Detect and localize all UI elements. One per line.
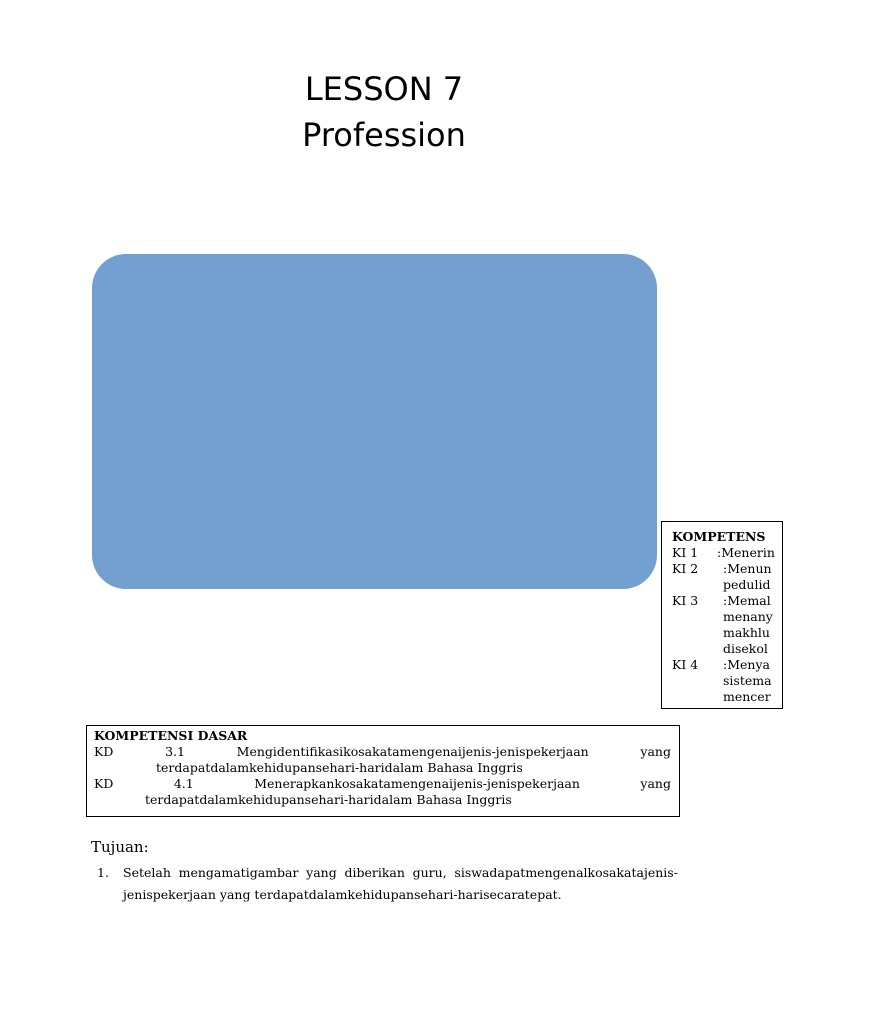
objective-word: diberikan: [344, 865, 405, 880]
ki-text: sistema: [723, 673, 772, 688]
ki-label: KI 2: [672, 561, 699, 576]
kd-text-end: yang: [640, 744, 671, 759]
objective-item: [97, 862, 678, 884]
kd-item: [94, 744, 671, 760]
kd-continuation: terdapatdalamkehidupansehari-haridalam Bahasa Inggris: [145, 792, 512, 807]
kd-text: Mengidentifikasikosakatamengenaijenis-jenispekerjaan: [236, 744, 589, 759]
kd-number: 3.1: [165, 744, 185, 759]
objective-word: mengamatigambar: [178, 865, 299, 880]
ki-row: [672, 561, 872, 577]
objective-word: siswadapatmengenalkosakatajenis-: [454, 865, 678, 880]
ki-text: :Menun: [723, 561, 772, 576]
ki-label: KI 3: [672, 593, 699, 608]
ki-text: mencer: [723, 689, 771, 704]
ki-row: [672, 657, 872, 673]
kompetensi-inti-heading: KOMPETENS: [672, 529, 766, 544]
kompetensi-dasar-box: [86, 725, 680, 817]
kd-text-end: yang: [640, 776, 671, 791]
kd-text: Menerapkankosakatamengenaijenis-jenispekerjaan: [254, 776, 580, 791]
objective-word: guru,: [412, 865, 447, 880]
ki-text: pedulid: [723, 577, 771, 592]
ki-row-cont: [672, 625, 872, 641]
kd-item: [94, 776, 671, 792]
kompetensi-inti-box: [661, 521, 783, 709]
kd-number: 4.1: [173, 776, 194, 791]
objective-word: Setelah: [123, 865, 171, 880]
ki-text: disekol: [723, 641, 768, 656]
ki-row-cont: [672, 609, 872, 625]
ki-row: [672, 593, 872, 609]
ki-row-cont: [672, 641, 872, 657]
ki-text: makhlu: [723, 625, 770, 640]
ki-text: menany: [723, 609, 773, 624]
tujuan-heading: Tujuan:: [91, 838, 149, 856]
ki-row-cont: [672, 577, 872, 593]
objective-list: [97, 862, 678, 906]
blue-rounded-rectangle: [92, 254, 657, 589]
objective-text: [123, 862, 678, 884]
objective-word: yang: [306, 865, 337, 880]
ki-label: KI 4: [672, 657, 699, 672]
ki-row-cont: [672, 689, 872, 705]
kd-label: KD: [94, 744, 114, 759]
ki-row-cont: [672, 673, 872, 689]
kd-continuation: terdapatdalamkehidupansehari-haridalam Bahasa Inggris: [156, 760, 523, 775]
objective-number: 1.: [97, 865, 109, 880]
lesson-title: LESSON 7: [304, 70, 464, 108]
ki-row: [672, 545, 872, 561]
kd-label: KD: [94, 776, 114, 791]
lesson-subtitle: Profession: [302, 116, 466, 154]
ki-text: :Memal: [723, 593, 771, 608]
ki-text: :Menya: [723, 657, 770, 672]
ki-label: KI 1: [672, 545, 699, 560]
ki-text: :Menerin: [717, 545, 775, 560]
objective-continuation: jenispekerjaan yang terdapatdalamkehidupansehari-harisecaratepat.: [123, 887, 562, 902]
kompetensi-dasar-heading: KOMPETENSI DASAR: [94, 728, 248, 743]
